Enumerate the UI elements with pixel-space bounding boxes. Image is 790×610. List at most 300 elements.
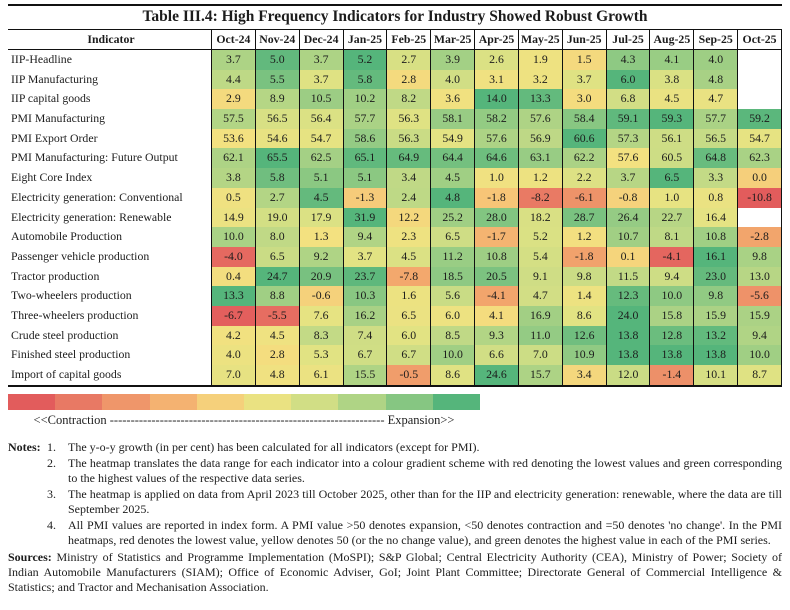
notes-heading: Notes: (8, 439, 41, 454)
heatmap-cell: -8.2 (519, 188, 563, 208)
legend-swatch (338, 394, 385, 410)
heatmap-cell: 12.0 (607, 365, 651, 385)
heatmap-cell: 4.5 (300, 188, 344, 208)
heatmap-cell: 56.3 (387, 109, 431, 129)
heatmap-cell: 8.8 (256, 286, 300, 306)
heatmap-cell: 11.5 (607, 267, 651, 287)
heatmap-cell: 0.8 (694, 188, 738, 208)
heatmap-cell: 0.1 (607, 247, 651, 267)
note-number: 1. (47, 439, 56, 454)
note-item (47, 487, 782, 517)
heatmap-cell: 64.8 (694, 148, 738, 168)
heatmap-cell: 4.8 (694, 70, 738, 90)
notes-list (47, 440, 782, 548)
row-label: PMI Export Order (8, 129, 212, 149)
heatmap-cell: 2.8 (387, 70, 431, 90)
heatmap-cell: 12.6 (563, 326, 607, 346)
heatmap-cell: 3.7 (300, 70, 344, 90)
column-header: Nov-24 (256, 30, 300, 49)
legend-swatch (244, 394, 291, 410)
heatmap-cell: 58.6 (344, 129, 388, 149)
heatmap-cell: 10.0 (431, 345, 475, 365)
table-row (8, 306, 782, 326)
heatmap-cell: 58.2 (475, 109, 519, 129)
heatmap-cell: 4.0 (694, 50, 738, 70)
heatmap-cell: 2.4 (387, 188, 431, 208)
heatmap-cell: -6.7 (212, 306, 256, 326)
heatmap-cell: -1.3 (344, 188, 388, 208)
heatmap-cell: 5.1 (300, 168, 344, 188)
column-header: Aug-25 (650, 30, 694, 49)
row-label: Two-wheelers production (8, 286, 212, 306)
column-header: Sep-25 (694, 30, 738, 49)
heatmap-cell (738, 50, 782, 70)
heatmap-cell: 57.6 (519, 109, 563, 129)
heatmap-cell: 57.6 (475, 129, 519, 149)
sources-heading: Sources: (8, 549, 52, 564)
heatmap-cell: 5.2 (519, 227, 563, 247)
table-row (8, 365, 782, 385)
heatmap-cell: 9.4 (344, 227, 388, 247)
heatmap-cell: 6.0 (607, 70, 651, 90)
heatmap-cell: 60.5 (650, 148, 694, 168)
heatmap-cell: 5.4 (519, 247, 563, 267)
heatmap-cell: 57.5 (212, 109, 256, 129)
heatmap-cell: 6.8 (607, 89, 651, 109)
row-label: Electricity generation: Conventional (8, 188, 212, 208)
table-row (8, 148, 782, 168)
heatmap-cell: 7.0 (519, 345, 563, 365)
heatmap-cell: 9.1 (519, 267, 563, 287)
heatmap-cell: -0.5 (387, 365, 431, 385)
heatmap-cell: 1.5 (563, 50, 607, 70)
row-label: PMI Manufacturing (8, 109, 212, 129)
note-item (47, 518, 782, 548)
heatmap-cell: 57.7 (694, 109, 738, 129)
heatmap-cell: 6.1 (300, 365, 344, 385)
heatmap-cell: 15.9 (694, 306, 738, 326)
heatmap-cell: 4.5 (387, 247, 431, 267)
heatmap-cell: 3.3 (694, 168, 738, 188)
column-header: Oct-24 (212, 30, 256, 49)
heatmap-cell: 28.7 (563, 208, 607, 228)
heatmap-cell: 1.9 (519, 50, 563, 70)
heatmap-cell: 9.2 (300, 247, 344, 267)
heatmap-cell: 56.1 (650, 129, 694, 149)
heatmap-cell: 2.2 (563, 168, 607, 188)
table-row (8, 267, 782, 287)
heatmap-cell: 23.7 (344, 267, 388, 287)
heatmap-cell: -4.1 (475, 286, 519, 306)
note-number: 4. (47, 517, 56, 532)
table-row (8, 345, 782, 365)
heatmap-cell: 16.2 (344, 306, 388, 326)
heatmap-cell: 4.7 (694, 89, 738, 109)
sources-section (8, 550, 782, 595)
heatmap-cell: 1.2 (519, 168, 563, 188)
heatmap-cell: 7.4 (344, 326, 388, 346)
column-header: Dec-24 (300, 30, 344, 49)
heatmap-cell: -2.8 (738, 227, 782, 247)
note-item (47, 456, 782, 486)
table-row (8, 247, 782, 267)
heatmap-cell: 10.3 (344, 286, 388, 306)
heatmap-cell: 56.3 (387, 129, 431, 149)
legend-swatch (386, 394, 433, 410)
heatmap-cell: 16.4 (694, 208, 738, 228)
heatmap-cell: 13.8 (650, 345, 694, 365)
column-header: Apr-25 (475, 30, 519, 49)
heatmap-cell: 1.4 (563, 286, 607, 306)
heatmap-cell: 17.9 (300, 208, 344, 228)
heatmap-cell: 6.5 (256, 247, 300, 267)
heatmap-cell: 9.8 (694, 286, 738, 306)
heatmap-cell: 8.0 (256, 227, 300, 247)
column-header-indicator: Indicator (8, 30, 212, 49)
heatmap-cell: 10.0 (650, 286, 694, 306)
table-row (8, 89, 782, 109)
note-text: All PMI values are reported in index form. A PMI value >50 denotes expansion, <50 denotes contraction and =50 denotes 'no change'. In the PMI heatmaps, red denotes the lowest value, yellow denotes 50 (or the no change value), and green denotes the highest value in each of the PMI series. (68, 517, 782, 547)
table-row (8, 109, 782, 129)
heatmap-cell: 57.6 (607, 148, 651, 168)
heatmap-cell: 8.7 (738, 365, 782, 385)
report-table-figure (8, 4, 782, 595)
heatmap-cell: 15.5 (344, 365, 388, 385)
heatmap-cell: 4.3 (607, 50, 651, 70)
row-label: PMI Manufacturing: Future Output (8, 148, 212, 168)
heatmap-cell: 0.4 (212, 267, 256, 287)
column-header: Mar-25 (431, 30, 475, 49)
row-label: Tractor production (8, 267, 212, 287)
heatmap-cell: 13.2 (694, 326, 738, 346)
table-row (8, 129, 782, 149)
heatmap-cell: 59.2 (738, 109, 782, 129)
heatmap-cell: 1.3 (300, 227, 344, 247)
heatmap-cell: 8.6 (563, 306, 607, 326)
heatmap-cell: 10.8 (694, 227, 738, 247)
heatmap-cell: 56.4 (300, 109, 344, 129)
heatmap-cell: 11.0 (519, 326, 563, 346)
column-header: Feb-25 (387, 30, 431, 49)
heatmap-cell: 1.0 (475, 168, 519, 188)
color-gradient-bar (8, 394, 480, 410)
heatmap-cell: 12.3 (607, 286, 651, 306)
row-label: Electricity generation: Renewable (8, 208, 212, 228)
heatmap-cell: 13.8 (607, 345, 651, 365)
heatmap-cell: 11.2 (431, 247, 475, 267)
heatmap-cell: 8.1 (650, 227, 694, 247)
note-text: The heatmap translates the data range for each indicator into a colour gradient scheme with red denoting the lowest values and green corresponding to the highest values of the respective data series. (68, 455, 782, 485)
heatmap-cell: 2.7 (256, 188, 300, 208)
heatmap-cell: 6.5 (387, 306, 431, 326)
heatmap-cell: -6.1 (563, 188, 607, 208)
heatmap-cell: 3.7 (563, 70, 607, 90)
heatmap-cell: 3.9 (431, 50, 475, 70)
legend-swatch (55, 394, 102, 410)
heatmap-cell: 12.8 (650, 326, 694, 346)
heatmap-cell: 62.5 (300, 148, 344, 168)
column-header: Oct-25 (738, 30, 782, 49)
row-label: IIP Manufacturing (8, 70, 212, 90)
heatmap-cell: 2.6 (475, 50, 519, 70)
note-text: The heatmap is applied on data from April 2023 till October 2025, other than for the IIP and electricity generation: renewable, where the data are till September 2025. (68, 486, 782, 516)
heatmap-cell: 18.2 (519, 208, 563, 228)
heatmap-cell: 6.7 (387, 345, 431, 365)
heatmap-cell: 2.3 (387, 227, 431, 247)
legend-swatch (433, 394, 480, 410)
column-header: May-25 (519, 30, 563, 49)
heatmap-cell: 2.8 (256, 345, 300, 365)
heatmap-cell: 14.0 (475, 89, 519, 109)
heatmap-cell: 24.0 (607, 306, 651, 326)
heatmap-cell: 5.3 (300, 345, 344, 365)
heatmap-cell: 10.0 (212, 227, 256, 247)
heatmap-cell: 10.9 (563, 345, 607, 365)
heatmap-cell: 64.9 (387, 148, 431, 168)
heatmap-cell (738, 70, 782, 90)
heatmap-cell: 8.2 (387, 89, 431, 109)
heatmap-cell: -5.5 (256, 306, 300, 326)
heatmap-cell: 64.6 (475, 148, 519, 168)
table-row (8, 227, 782, 247)
heatmap-cell: -10.8 (738, 188, 782, 208)
heatmap-cell: 5.5 (256, 70, 300, 90)
heatmap-cell: 62.3 (738, 148, 782, 168)
heatmap-cell: 9.8 (563, 267, 607, 287)
heatmap-cell: 19.0 (256, 208, 300, 228)
heatmap-cell: 3.0 (563, 89, 607, 109)
heatmap-cell: -4.1 (650, 247, 694, 267)
heatmap-cell: 54.9 (431, 129, 475, 149)
row-label: Automobile Production (8, 227, 212, 247)
heatmap-cell: 56.5 (256, 109, 300, 129)
heatmap-cell: 13.3 (212, 286, 256, 306)
note-item (47, 440, 782, 455)
heatmap-cell: 59.3 (650, 109, 694, 129)
table-row (8, 168, 782, 188)
heatmap-cell: -0.8 (607, 188, 651, 208)
heatmap-cell: 5.8 (256, 168, 300, 188)
heatmap-cell: 6.7 (344, 345, 388, 365)
heatmap-cell: 2.9 (212, 89, 256, 109)
heatmap-cell: 4.0 (212, 345, 256, 365)
column-header: Jul-25 (607, 30, 651, 49)
heatmap-cell: 28.0 (475, 208, 519, 228)
table-row (8, 326, 782, 346)
column-header: Jan-25 (344, 30, 388, 49)
legend-swatch (102, 394, 149, 410)
legend-label: <<Contraction ------------------------------------------------------------------ Expansion>> (33, 412, 455, 427)
heatmap-cell: -0.6 (300, 286, 344, 306)
heatmap-cell: 22.7 (650, 208, 694, 228)
heatmap-cell: 3.7 (300, 50, 344, 70)
heatmap-cell: 10.1 (694, 365, 738, 385)
heatmap-cell: 10.8 (475, 247, 519, 267)
heatmap-cell: 5.8 (344, 70, 388, 90)
heatmap-cell: 3.7 (607, 168, 651, 188)
heatmap-cell: 10.7 (607, 227, 651, 247)
heatmap-cell: 5.6 (431, 286, 475, 306)
heatmap-cell: 4.0 (431, 70, 475, 90)
heatmap-cell: 4.8 (256, 365, 300, 385)
heatmap-cell: 6.6 (475, 345, 519, 365)
heatmap-cell: 4.8 (431, 188, 475, 208)
heatmap-cell: 3.4 (387, 168, 431, 188)
heatmap-cell: 65.1 (344, 148, 388, 168)
heatmap-cell: -1.8 (475, 188, 519, 208)
heatmap-cell: 15.7 (519, 365, 563, 385)
heatmap-cell: 3.7 (212, 50, 256, 70)
heatmap-cell: 62.1 (212, 148, 256, 168)
legend-swatch (197, 394, 244, 410)
heatmap-cell: 4.5 (431, 168, 475, 188)
heatmap-cell: 8.6 (431, 365, 475, 385)
row-label: Import of capital goods (8, 365, 212, 385)
heatmap-cell: 10.5 (300, 89, 344, 109)
heatmap-cell: 4.1 (475, 306, 519, 326)
heatmap-cell: 16.1 (694, 247, 738, 267)
legend-swatch (8, 394, 55, 410)
heatmap-cell: 58.4 (563, 109, 607, 129)
heatmap-cell: 15.8 (650, 306, 694, 326)
heatmap-cell: 13.3 (519, 89, 563, 109)
heatmap-cell: 26.4 (607, 208, 651, 228)
heatmap-cell: 31.9 (344, 208, 388, 228)
table-row (8, 70, 782, 90)
heatmap-cell: 0.5 (212, 188, 256, 208)
heatmap-cell: 8.9 (256, 89, 300, 109)
heatmap-cell: 60.6 (563, 129, 607, 149)
heatmap-cell: 3.1 (475, 70, 519, 90)
heatmap-cell: 10.0 (738, 345, 782, 365)
table-row (8, 50, 782, 70)
heatmap-cell: -1.7 (475, 227, 519, 247)
row-label: Crude steel production (8, 326, 212, 346)
heatmap-cell: 59.1 (607, 109, 651, 129)
note-number: 3. (47, 486, 56, 501)
heatmap-cell: 1.0 (650, 188, 694, 208)
heatmap-cell: 6.5 (431, 227, 475, 247)
heatmap-cell: 57.7 (344, 109, 388, 129)
heatmap-cell: 3.6 (431, 89, 475, 109)
heatmap-cell: 7.0 (212, 365, 256, 385)
header-row (8, 30, 782, 50)
heatmap-cell: -4.0 (212, 247, 256, 267)
heatmap-cell: 12.2 (387, 208, 431, 228)
heatmap-table (8, 30, 782, 387)
heatmap-cell: 25.2 (431, 208, 475, 228)
heatmap-cell: 9.3 (475, 326, 519, 346)
heatmap-cell: -7.8 (387, 267, 431, 287)
heatmap-cell: 0.0 (738, 168, 782, 188)
row-label: Three-wheelers production (8, 306, 212, 326)
heatmap-cell: 9.8 (738, 247, 782, 267)
heatmap-cell: 10.2 (344, 89, 388, 109)
heatmap-cell: 54.7 (738, 129, 782, 149)
heatmap-cell: 56.5 (694, 129, 738, 149)
heatmap-cell: 4.4 (212, 70, 256, 90)
heatmap-cell: 5.2 (344, 50, 388, 70)
notes-section (8, 440, 782, 548)
heatmap-cell: 62.2 (563, 148, 607, 168)
heatmap-cell: 65.5 (256, 148, 300, 168)
heatmap-cell: 3.8 (650, 70, 694, 90)
heatmap-cell: 3.4 (563, 365, 607, 385)
heatmap-cell: 57.3 (607, 129, 651, 149)
heatmap-cell: 20.9 (300, 267, 344, 287)
heatmap-cell: 4.1 (650, 50, 694, 70)
heatmap-legend (8, 394, 782, 428)
heatmap-cell: 15.9 (738, 306, 782, 326)
heatmap-cell: 6.0 (387, 326, 431, 346)
heatmap-cell (738, 208, 782, 228)
heatmap-cell: -1.4 (650, 365, 694, 385)
heatmap-cell: 14.9 (212, 208, 256, 228)
heatmap-cell: 4.5 (650, 89, 694, 109)
heatmap-cell: 2.7 (387, 50, 431, 70)
heatmap-cell: 5.1 (344, 168, 388, 188)
sources-text: Ministry of Statistics and Programme Implementation (MoSPI); S&P Global; Central Electricity Authority (CEA), Ministry of Power; Society of Indian Automobile Manufacturers (SIAM); Office of Economic Adviser, GoI; Joint Plant Committee; Directorate General of Commercial Intelligence & Statistics; and Tractor and Mechanisation Association. (8, 549, 782, 594)
heatmap-cell: 7.6 (300, 306, 344, 326)
heatmap-cell: 4.2 (212, 326, 256, 346)
row-label: Finished steel production (8, 345, 212, 365)
heatmap-cell: 5.0 (256, 50, 300, 70)
row-label: Eight Core Index (8, 168, 212, 188)
heatmap-cell: 4.5 (256, 326, 300, 346)
heatmap-cell: 8.3 (300, 326, 344, 346)
heatmap-cell: -1.8 (563, 247, 607, 267)
note-number: 2. (47, 455, 56, 470)
heatmap-cell: 9.4 (738, 326, 782, 346)
heatmap-cell: 54.6 (256, 129, 300, 149)
heatmap-cell: 1.2 (563, 227, 607, 247)
heatmap-cell: -5.6 (738, 286, 782, 306)
row-label: IIP capital goods (8, 89, 212, 109)
heatmap-cell: 63.1 (519, 148, 563, 168)
row-label: Passenger vehicle production (8, 247, 212, 267)
legend-swatch (150, 394, 197, 410)
heatmap-cell: 8.5 (431, 326, 475, 346)
note-text: The y-o-y growth (in per cent) has been calculated for all indicators (except for PMI). (68, 439, 480, 454)
heatmap-cell: 54.7 (300, 129, 344, 149)
heatmap-cell: 24.6 (475, 365, 519, 385)
heatmap-cell: 6.5 (650, 168, 694, 188)
table-row (8, 286, 782, 306)
row-label: IIP-Headline (8, 50, 212, 70)
heatmap-cell: 4.7 (519, 286, 563, 306)
heatmap-cell: 13.8 (694, 345, 738, 365)
heatmap-cell: 58.1 (431, 109, 475, 129)
heatmap-cell: 3.8 (212, 168, 256, 188)
heatmap-cell: 1.6 (387, 286, 431, 306)
heatmap-cell: 3.2 (519, 70, 563, 90)
table-row (8, 188, 782, 208)
heatmap-cell (738, 89, 782, 109)
heatmap-cell: 9.4 (650, 267, 694, 287)
heatmap-cell: 53.6 (212, 129, 256, 149)
heatmap-cell: 13.0 (738, 267, 782, 287)
legend-swatch (291, 394, 338, 410)
heatmap-cell: 16.9 (519, 306, 563, 326)
heatmap-cell: 56.9 (519, 129, 563, 149)
heatmap-cell: 23.0 (694, 267, 738, 287)
heatmap-cell: 20.5 (475, 267, 519, 287)
heatmap-cell: 3.7 (344, 247, 388, 267)
heatmap-cell: 24.7 (256, 267, 300, 287)
heatmap-cell: 6.0 (431, 306, 475, 326)
heatmap-cell: 64.4 (431, 148, 475, 168)
heatmap-cell: 13.8 (607, 326, 651, 346)
